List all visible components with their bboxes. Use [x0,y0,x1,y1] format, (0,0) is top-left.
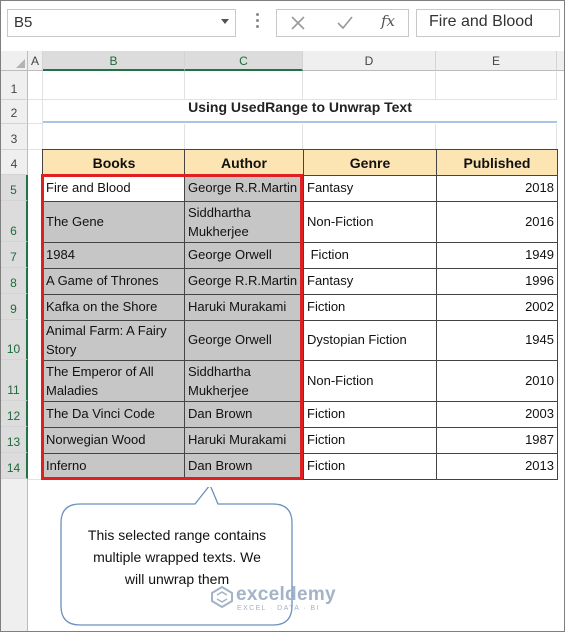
genre-cell[interactable]: Fiction [303,294,437,321]
published-cell[interactable]: 2010 [436,360,558,402]
genre-cell[interactable]: Fantasy [303,268,437,295]
column-header-edge [557,51,564,71]
function-fx-icon[interactable]: fx [381,12,396,30]
header-author[interactable]: Author [184,149,304,176]
row-header-2[interactable]: 2 [1,100,28,124]
row-header-12[interactable]: 12 [1,401,28,427]
published-cell[interactable]: 2016 [436,201,558,243]
grid-cell[interactable] [43,71,185,100]
published-cell[interactable]: 2003 [436,401,558,428]
title-underline [43,121,557,123]
row-header-4[interactable]: 4 [1,150,28,175]
book-cell[interactable]: The Gene [42,201,186,243]
column-header-a[interactable]: A [28,51,43,71]
grid-cell[interactable] [303,124,436,150]
header-published[interactable]: Published [436,149,558,176]
row-header-8[interactable]: 8 [1,268,28,294]
grid-cell[interactable] [43,124,185,150]
cancel-x-icon[interactable] [291,16,305,30]
column-header-e[interactable]: E [436,51,557,71]
grid-cell[interactable] [436,71,557,100]
grid-cell[interactable] [185,71,303,100]
book-cell[interactable]: A Game of Thrones [42,268,186,295]
book-cell[interactable]: Animal Farm: A Fairy Story [42,320,186,361]
row-header-10[interactable]: 10 [1,320,28,360]
published-cell[interactable]: 1987 [436,427,558,454]
published-cell[interactable]: 2013 [436,453,558,480]
author-cell[interactable]: Dan Brown [184,453,304,480]
book-cell[interactable]: 1984 [42,242,186,269]
select-all-corner[interactable] [1,51,28,71]
grid-cell[interactable] [28,100,43,124]
header-books[interactable]: Books [42,149,186,176]
column-header-b[interactable]: B [43,51,185,71]
column-header-d[interactable]: D [303,51,436,71]
grid-cell[interactable] [28,124,43,150]
row-header-5[interactable]: 5 [1,175,28,201]
corner-select-all-icon [16,59,25,68]
dropdown-arrow-icon[interactable] [221,19,229,24]
exceldemy-logo-icon [211,586,233,608]
row-header-9[interactable]: 9 [1,294,28,320]
exceldemy-watermark [211,584,361,618]
published-cell[interactable]: 2018 [436,175,558,202]
row-header-11[interactable]: 11 [1,360,28,401]
formula-input[interactable]: Fire and Blood [416,9,560,37]
author-cell[interactable]: Siddhartha Mukherjee [184,201,304,243]
author-cell[interactable]: George R.R.Martin [184,268,304,295]
row-header-14[interactable]: 14 [1,453,28,479]
published-cell[interactable]: 2002 [436,294,558,321]
formula-bar [1,1,564,47]
genre-cell[interactable]: Fiction [303,401,437,428]
row-header-1[interactable]: 1 [1,71,28,100]
genre-cell[interactable]: Fiction [303,242,437,269]
genre-cell[interactable]: Fiction [303,453,437,480]
sheet-title: Using UsedRange to Unwrap Text [188,99,412,115]
row-header-6[interactable]: 6 [1,201,28,242]
watermark-name: exceldemy [236,584,336,605]
header-genre[interactable]: Genre [303,149,437,176]
author-cell[interactable]: George Orwell [184,242,304,269]
row-header-13[interactable]: 13 [1,427,28,453]
highlighted-range-box [41,174,303,480]
author-cell[interactable]: George Orwell [184,320,304,361]
book-cell[interactable]: Kafka on the Shore [42,294,186,321]
author-cell[interactable]: Siddhartha Mukherjee [184,360,304,402]
row-header-3[interactable]: 3 [1,124,28,150]
published-cell[interactable]: 1945 [436,320,558,361]
column-header-c[interactable]: C [185,51,303,71]
grid-cell[interactable] [436,124,557,150]
watermark-tagline: EXCEL · DATA · BI [237,605,320,612]
formula-bar-grip[interactable] [256,13,260,31]
author-cell[interactable]: George R.R.Martin [184,175,304,202]
genre-cell[interactable]: Fantasy [303,175,437,202]
author-cell[interactable]: Haruki Murakami [184,427,304,454]
published-cell[interactable]: 1996 [436,268,558,295]
published-cell[interactable]: 1949 [436,242,558,269]
enter-check-icon[interactable] [337,16,353,30]
book-cell[interactable]: Fire and Blood [42,175,186,202]
genre-cell[interactable]: Fiction [303,427,437,454]
book-cell[interactable]: Norwegian Wood [42,427,186,454]
name-box-value: B5 [14,14,33,31]
genre-cell[interactable]: Dystopian Fiction [303,320,437,361]
grid-cell[interactable] [303,71,436,100]
formula-buttons [276,9,409,37]
grid-cell[interactable] [28,71,43,100]
book-cell[interactable]: Inferno [42,453,186,480]
callout-text: This selected range contains multiple wrapped texts. We will unwrap them [87,527,267,587]
grid-cell[interactable] [185,124,303,150]
genre-cell[interactable]: Non-Fiction [303,201,437,243]
book-cell[interactable]: The Da Vinci Code [42,401,186,428]
row-header-7[interactable]: 7 [1,242,28,268]
name-box[interactable] [7,9,236,37]
author-cell[interactable]: Haruki Murakami [184,294,304,321]
author-cell[interactable]: Dan Brown [184,401,304,428]
row-header-empty [1,479,28,631]
genre-cell[interactable]: Non-Fiction [303,360,437,402]
book-cell[interactable]: The Emperor of All Maladies [42,360,186,402]
